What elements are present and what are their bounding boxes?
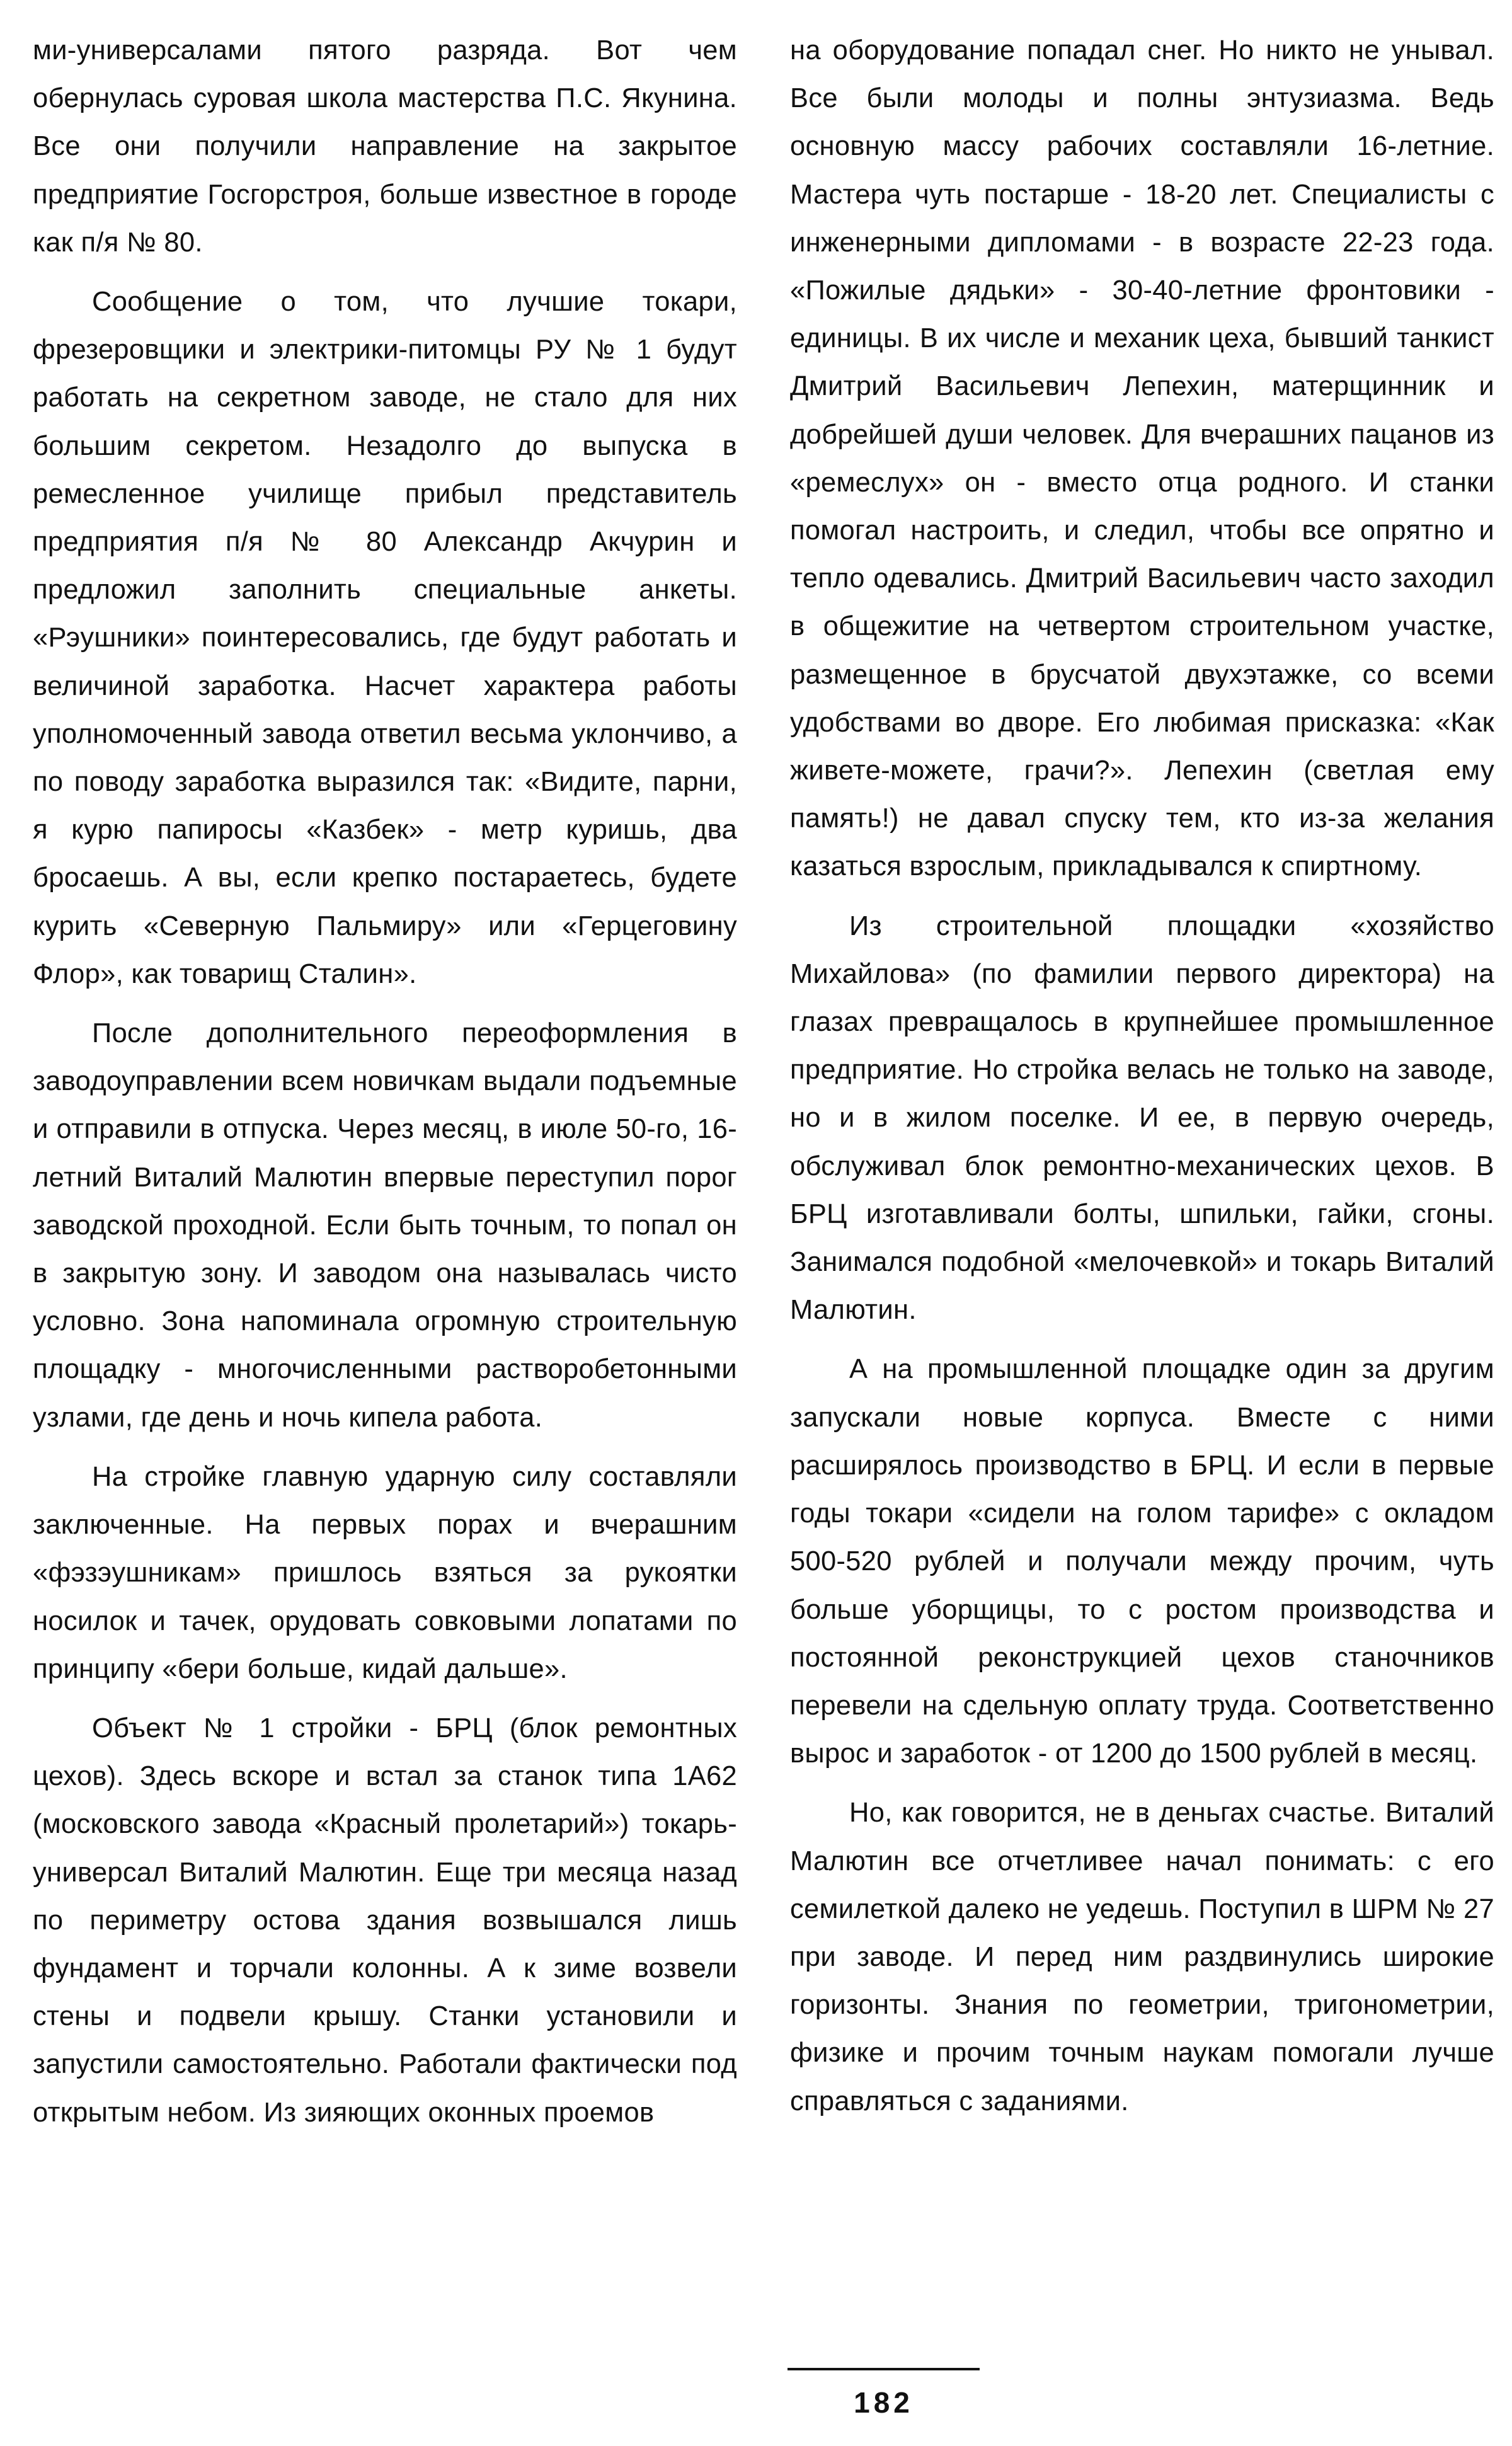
page-number: 182 [854,2386,914,2419]
footer-divider [788,2368,980,2370]
paragraph: на оборудование попадал снег. Но никто не унывал. Все были молоды и полны энтузиазма. Ведь основную массу рабочих составляли 16-летние. Мастера чуть постарше - 18-20 лет. Специалисты с инженерными дипломами - в возрасте 22-23 года. «Пожилые дядьки» - 30-40-летние фронтовики - единицы. В их числе и механик цеха, бывший танкист Дмитрий Васильевич Лепехин, матерщинник и добрейшей души человек. Для вчерашних пацанов из «ремеслух» он - вместо отца родного. И станки помогал настроить, и следил, чтобы все опрятно и тепло одевались. Дмитрий Васильевич часто заходил в общежитие на четвертом строительном участке, размещенное в брусчатой двухэтажке, со всеми удобствами во дворе. Его любимая присказка: «Как живете-можете, грачи?». Лепехин (светлая ему память!) не давал спуску тем, кто из-за желания казаться взрослым, прикладывался к спиртному. [790,35,1494,882]
paragraph: ми-универсалами пятого разряда. Вот чем обернулась суровая школа мастерства П.С. Якунина. Все они получили направление на закрытое предприятие Госгорстроя, больше известное в городе как п/я № 80. [33,35,737,258]
paragraph: А на промышленной площадке один за другим запускали новые корпуса. Вместе с ними расширялось производство в БРЦ. И если в первые годы токари «сидели на голом тарифе» с окладом 500-520 рублей и получали между прочим, чуть больше уборщицы, то с ростом производства и постоянной реконструкцией цехов станочников перевели на сдельную оплату труда. Соответственно вырос и заработок - от 1200 до 1500 рублей в месяц. [790,1354,1494,1769]
paragraph: Сообщение о том, что лучшие токари, фрезеровщики и электрики-питомцы РУ № 1 будут работать на секретном заводе, не стало для них большим секретом. Незадолго до выпуска в ремесленное училище прибыл представитель предприятия п/я № 80 Александр Акчурин и предложил заполнить специальные анкеты. «Рэушники» поинтересовались, где будут работать и величиной заработка. Насчет характера работы уполномоченный завода ответил весьма уклончиво, а по поводу заработка выразился так: «Видите, парни, я курю папиросы «Казбек» - метр куришь, два бросаешь. А вы, если крепко постараетесь, будете курить «Северную Пальмиру» или «Герцеговину Флор», как товарищ Сталин». [33,287,737,989]
paragraph: Из строительной площадки «хозяйство Михайлова» (по фамилии первого директора) на глазах превращалось в крупнейшее промышленное предприятие. Но стройка велась не только на заводе, но и в жилом поселке. И ее, в первую очередь, обслуживал блок ремонтно-механических цехов. В БРЦ изготавливали болты, шпильки, гайки, сгоны. Занимался подобной «мелочевкой» и токарь Виталий Малютин. [790,910,1494,1326]
left-column [33,26,737,2148]
paragraph: После дополнительного переоформления в заводоуправлении всем новичкам выдали подъемные и отправили в отпуска. Через месяц, в июле 50-го, 16-летний Виталий Малютин впервые переступил порог заводской проходной. Если быть точным, то попал он в закрытую зону. И заводом она называлась чисто условно. Зона напоминала огромную строительную площадку - многочисленными растворобетонными узлами, где день и ночь кипела работа. [33,1018,737,1433]
paragraph: На стройке главную ударную силу составляли заключенные. На первых порах и вчерашним «фэзэушникам» пришлось взяться за рукоятки носилок и тачек, орудовать совковыми лопатами по принципу «бери больше, кидай дальше». [33,1461,737,1684]
paragraph: Объект № 1 стройки - БРЦ (блок ремонтных цехов). Здесь вскоре и встал за станок типа 1А62 (московского завода «Красный пролетарий») токарь-универсал Виталий Малютин. Еще три месяца назад по периметру остова здания возвышался лишь фундамент и торчали колонны. А к зиме возвели стены и подвели крышу. Станки установили и запустили самостоятельно. Работали фактически под открытым небом. Из зияющих оконных проемов [33,1713,737,2128]
paragraph: Но, как говорится, не в деньгах счастье. Виталий Малютин все отчетливее начал понимать: с его семилеткой далеко не уедешь. Поступил в ШРМ № 27 при заводе. И перед ним раздвинулись широкие горизонты. Знания по геометрии, тригонометрии, физике и прочим точным наукам помогали лучше справляться с заданиями. [790,1798,1494,2116]
right-column [790,26,1494,2137]
